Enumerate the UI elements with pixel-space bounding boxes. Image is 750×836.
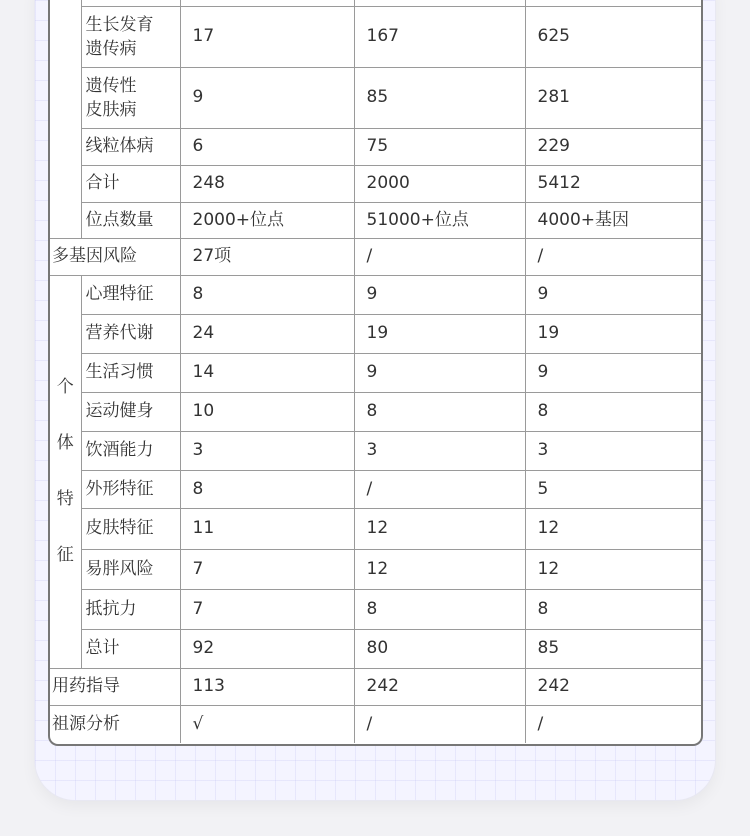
- table-row: [50, 128, 703, 165]
- table-cell: 85: [354, 67, 525, 128]
- table-cell: 19: [354, 314, 525, 353]
- table-cell: 9: [525, 275, 703, 314]
- row-label: 营养代谢: [81, 314, 180, 353]
- table-cell: /: [525, 238, 703, 275]
- table-cell: 27项: [180, 238, 354, 275]
- table-cell: 92: [180, 629, 354, 668]
- table-cell: 113: [180, 668, 354, 705]
- row-label: 皮肤特征: [81, 508, 180, 549]
- row-label-medication: 用药指导: [50, 668, 180, 705]
- table-cell: /: [525, 705, 703, 743]
- row-label: 心理特征: [81, 275, 180, 314]
- table-row: [50, 508, 703, 549]
- row-label: 抵抗力: [81, 589, 180, 629]
- table-row: [50, 353, 703, 392]
- row-label: 饮酒能力: [81, 431, 180, 470]
- table-cell: 8: [525, 392, 703, 431]
- table-cell: 5412: [525, 165, 703, 202]
- row-label: 生活习惯: [81, 353, 180, 392]
- row-label-line: 遗传病: [85, 38, 137, 59]
- table-row: [50, 392, 703, 431]
- table-cell: /: [354, 470, 525, 508]
- row-label: [81, 6, 180, 67]
- table-cell: 248: [180, 165, 354, 202]
- table-row: [50, 238, 703, 275]
- table-cell: /: [354, 705, 525, 743]
- comparison-table-grid: [50, 0, 703, 743]
- row-label: 外形特征: [81, 470, 180, 508]
- table-row: [50, 668, 703, 705]
- row-label: 易胖风险: [81, 549, 180, 589]
- table-cell: √: [180, 705, 354, 743]
- table-cell: 9: [354, 275, 525, 314]
- category-char: 个: [56, 377, 74, 397]
- table-cell: 24: [180, 314, 354, 353]
- table-cell: 85: [525, 629, 703, 668]
- table-row: [50, 202, 703, 238]
- table-cell: 167: [354, 6, 525, 67]
- table-cell: 17: [180, 6, 354, 67]
- table-cell: 2000+位点: [180, 202, 354, 238]
- table-cell: 9: [354, 353, 525, 392]
- table-row: [50, 549, 703, 589]
- row-label-line: 皮肤病: [85, 99, 137, 120]
- category-cell-traits: [50, 275, 81, 668]
- table-cell: 3: [525, 431, 703, 470]
- table-cell: /: [354, 238, 525, 275]
- row-label: 合计: [81, 165, 180, 202]
- comparison-table: [48, 0, 703, 746]
- table-cell: 8: [180, 470, 354, 508]
- table-cell: 12: [354, 508, 525, 549]
- table-row: [50, 629, 703, 668]
- table-cell: 12: [525, 508, 703, 549]
- table-cell: 6: [180, 128, 354, 165]
- table-row: [50, 275, 703, 314]
- table-cell: 14: [180, 353, 354, 392]
- category-char: 体: [56, 433, 74, 453]
- table-cell: 12: [525, 549, 703, 589]
- table-cell: 7: [180, 589, 354, 629]
- row-label: 总计: [81, 629, 180, 668]
- row-label: 运动健身: [81, 392, 180, 431]
- table-cell: 281: [525, 67, 703, 128]
- table-cell: 51000+位点: [354, 202, 525, 238]
- table-cell: 11: [180, 508, 354, 549]
- table-cell: 8: [354, 589, 525, 629]
- row-label: 位点数量: [81, 202, 180, 238]
- table-cell: 8: [354, 392, 525, 431]
- row-label-polygenic: 多基因风险: [50, 238, 180, 275]
- table-cell: 9: [525, 353, 703, 392]
- table-cell: 7: [180, 549, 354, 589]
- table-row: [50, 165, 703, 202]
- table-cell: 12: [354, 549, 525, 589]
- row-label-line: 生长发育: [85, 14, 154, 35]
- category-cell-hidden: [50, 0, 81, 238]
- category-char: 特: [56, 489, 74, 509]
- table-cell: 3: [354, 431, 525, 470]
- table-cell: 2000: [354, 165, 525, 202]
- table-row: [50, 589, 703, 629]
- table-row: [50, 314, 703, 353]
- table-cell: 4000+基因: [525, 202, 703, 238]
- category-char: 征: [56, 545, 74, 565]
- table-row: [50, 431, 703, 470]
- table-cell: 10: [180, 392, 354, 431]
- table-cell: 19: [525, 314, 703, 353]
- row-label-line: 遗传性: [85, 75, 137, 96]
- table-cell: 242: [525, 668, 703, 705]
- table-cell: 3: [180, 431, 354, 470]
- table-cell: 242: [354, 668, 525, 705]
- table-row: [50, 705, 703, 743]
- table-row: [50, 67, 703, 128]
- table-cell: 5: [525, 470, 703, 508]
- table-cell: 80: [354, 629, 525, 668]
- table-cell: 9: [180, 67, 354, 128]
- row-label: [81, 67, 180, 128]
- table-cell: 8: [180, 275, 354, 314]
- table-cell: 8: [525, 589, 703, 629]
- table-cell: 229: [525, 128, 703, 165]
- row-label-ancestry: 祖源分析: [50, 705, 180, 743]
- table-row: [50, 470, 703, 508]
- table-cell: 75: [354, 128, 525, 165]
- table-row: [50, 6, 703, 67]
- row-label: 线粒体病: [81, 128, 180, 165]
- table-cell: 625: [525, 6, 703, 67]
